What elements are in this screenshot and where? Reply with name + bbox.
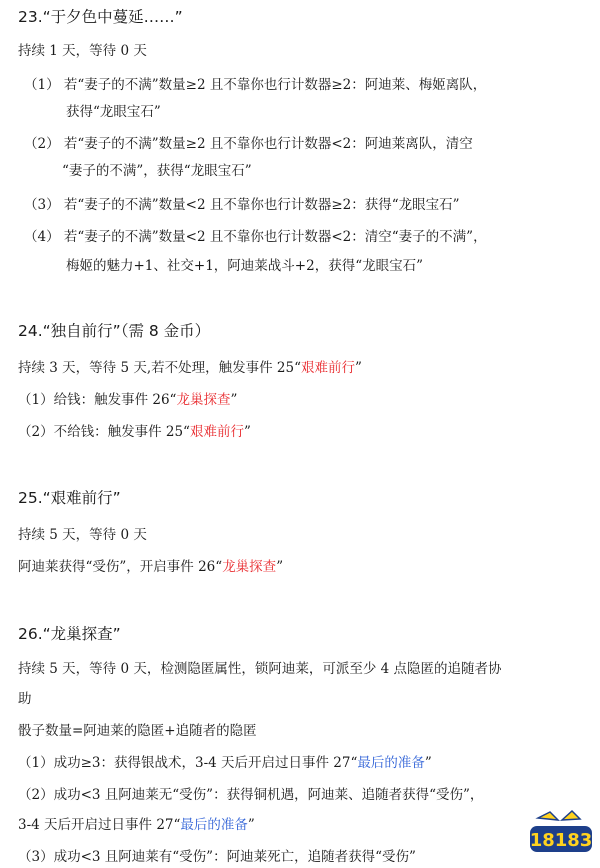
- event-26-title: 26.“龙巢探查”: [18, 625, 121, 643]
- event-24-option-2: （2）不给钱：触发事件 25“艰难前行”: [18, 424, 251, 440]
- event-23-option-4: （4） 若“妻子的不满”数量<2 且不靠你也行计数器<2：清空“妻子的不满”，: [24, 229, 487, 245]
- event-25-link: 艰难前行: [301, 360, 356, 376]
- event-23-option-2: （2） 若“妻子的不满”数量≥2 且不靠你也行计数器<2：阿迪莱离队，清空: [24, 136, 473, 152]
- event-23-option-4-cont: 梅姬的魅力+1、社交+1，阿迪莱战斗+2，获得“龙眼宝石”: [66, 258, 424, 274]
- event-25-duration: 持续 5 天，等待 0 天: [18, 527, 147, 543]
- event-23-option-3: （3） 若“妻子的不满”数量<2 且不靠你也行计数器≥2：获得“龙眼宝石”: [24, 197, 460, 213]
- event-23-option-1: （1） 若“妻子的不满”数量≥2 且不靠你也行计数器≥2：阿迪莱、梅姬离队，: [24, 77, 487, 93]
- event-26-option-1: （1）成功≥3：获得银战术，3-4 天后开启过日事件 27“最后的准备”: [18, 755, 432, 771]
- event-23-title: 23.“于夕色中蔓延……”: [18, 8, 183, 26]
- svg-text:18183: 18183: [529, 830, 593, 851]
- event-23-option-1-cont: 获得“龙眼宝石”: [66, 104, 161, 120]
- event-24-option-1: （1）给钱：触发事件 26“龙巢探查”: [18, 392, 238, 408]
- event-23-option-2-cont: “妻子的不满”，获得“龙眼宝石”: [62, 163, 252, 179]
- event-26-link: 龙巢探查: [222, 559, 277, 575]
- watermark-logo: [528, 808, 594, 864]
- event-26-dice: 骰子数量=阿迪莱的隐匿+追随者的隐匿: [18, 723, 257, 739]
- event-25-title: 25.“艰难前行”: [18, 489, 121, 507]
- event-26-description-cont: 助: [18, 691, 32, 707]
- event-26-option-2-cont: 3-4 天后开启过日事件 27“最后的准备”: [18, 817, 255, 833]
- event-27-link: 最后的准备: [357, 755, 425, 771]
- event-25-link: 艰难前行: [189, 424, 244, 440]
- event-25-effect: 阿迪莱获得“受伤”，开启事件 26“龙巢探查”: [18, 559, 284, 575]
- event-24-title: 24.“独自前行”（需 8 金币）: [18, 322, 211, 340]
- event-26-link: 龙巢探查: [176, 392, 231, 408]
- event-26-description: 持续 5 天，等待 0 天，检测隐匿属性，锁阿迪莱，可派至少 4 点隐匿的追随者协: [18, 661, 502, 677]
- event-24-duration: 持续 3 天，等待 5 天,若不处理，触发事件 25“艰难前行”: [18, 360, 362, 376]
- event-26-option-3: （3）成功<3 且阿迪莱有“受伤”：阿迪莱死亡，追随者获得“受伤”: [18, 849, 416, 865]
- event-27-link: 最后的准备: [180, 817, 248, 833]
- event-23-duration: 持续 1 天，等待 0 天: [18, 43, 147, 59]
- event-26-option-2: （2）成功<3 且阿迪莱无“受伤”：获得铜机遇，阿迪莱、追随者获得“受伤”，: [18, 787, 484, 803]
